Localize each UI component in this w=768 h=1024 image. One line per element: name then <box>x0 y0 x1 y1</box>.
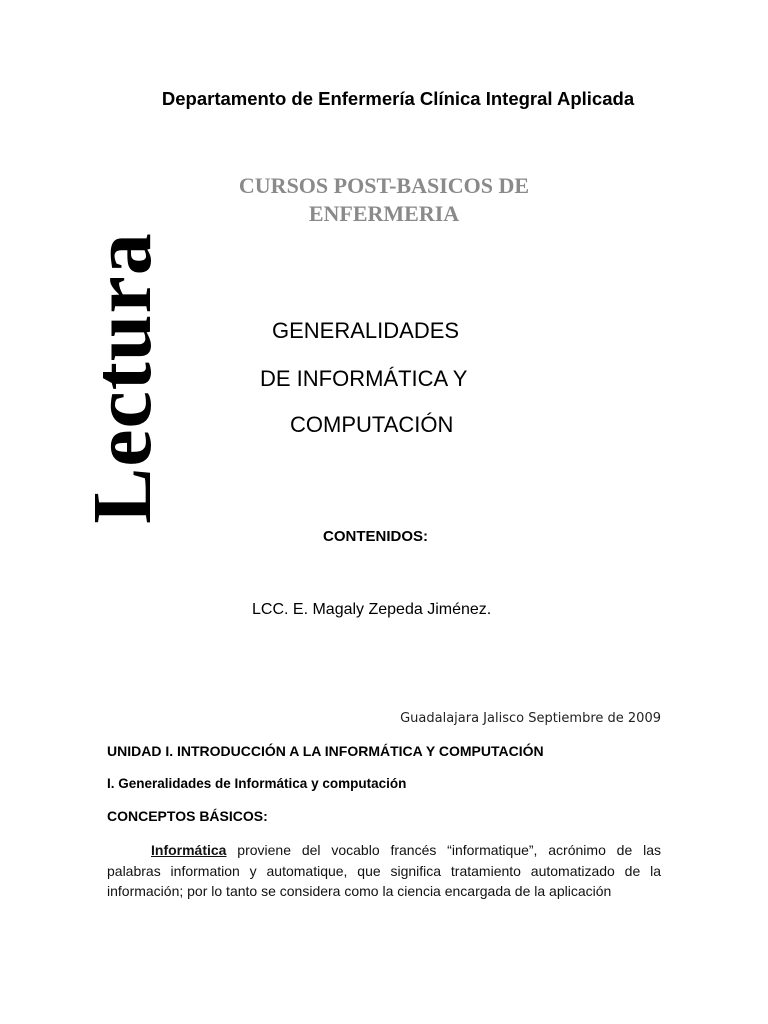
contents-label: CONTENIDOS: <box>323 528 428 545</box>
concepts-heading: CONCEPTOS BÁSICOS: <box>107 808 268 824</box>
body-paragraph <box>107 840 661 902</box>
title-line-3: COMPUTACIÓN <box>290 412 454 437</box>
courses-line-2: ENFERMERIA <box>308 201 460 226</box>
term-informatica: Informática <box>151 842 227 858</box>
courses-line-1: CURSOS POST-BASICOS DE <box>238 173 530 198</box>
place-date: Guadalajara Jalisco Septiembre de 2009 <box>400 711 661 726</box>
paragraph-text: proviene del vocablo francés “informatique”, acrónimo de las palabras information y automatique, que significa tratamiento automatizado de la información; por lo tanto se considera como la ciencia encargada de la aplicación <box>107 842 661 899</box>
department-heading: Departamento de Enfermería Clínica Integral Aplicada <box>161 88 635 109</box>
author-name: LCC. E. Magaly Zepeda Jiménez. <box>252 601 492 618</box>
title-line-1: GENERALIDADES <box>272 318 460 343</box>
vertical-title: Lectura <box>76 232 169 524</box>
courses-heading <box>134 172 634 228</box>
section-heading: I. Generalidades de Informática y computación <box>107 776 407 791</box>
title-line-2: DE INFORMÁTICA Y <box>260 366 468 391</box>
unit-heading: UNIDAD I. INTRODUCCIÓN A LA INFORMÁTICA Y COMPUTACIÓN <box>107 743 544 759</box>
